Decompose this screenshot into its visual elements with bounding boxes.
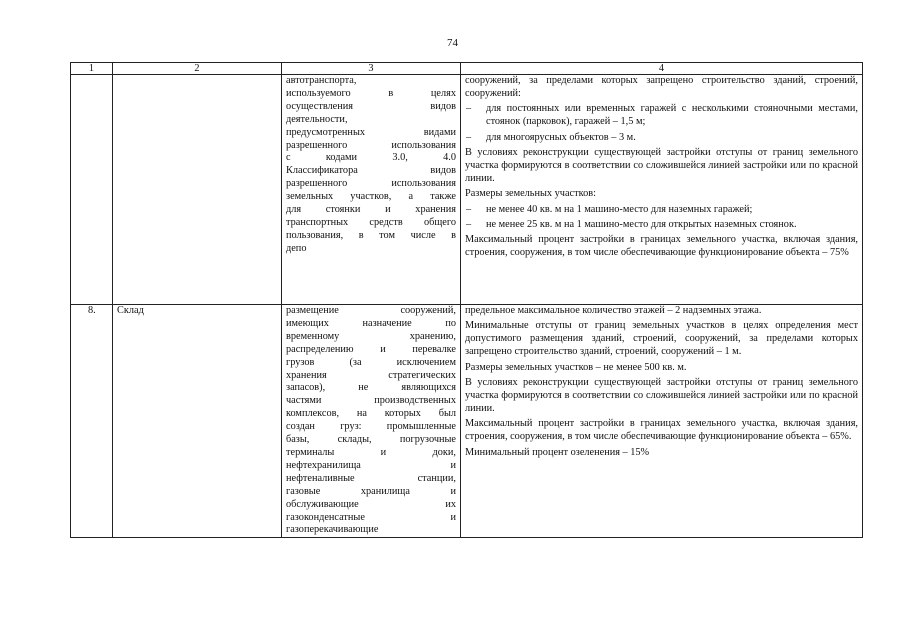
description-line: терминалы и доки, <box>286 446 456 458</box>
header-cell-1: 1 <box>71 63 113 75</box>
description-line: Классификатора видов <box>286 165 456 177</box>
description-line: разрешенного использования <box>286 178 456 190</box>
dash-item-text: не менее 40 кв. м на 1 машино-место для наземных гаражей; <box>486 203 753 215</box>
dash-bullet: – <box>466 103 472 115</box>
row-number: 8. <box>88 305 96 316</box>
description-line: временному хранению, <box>286 330 456 342</box>
description-line: базы, склады, погрузочные <box>286 434 456 446</box>
table-row <box>71 75 863 305</box>
parameters-cell <box>461 75 863 305</box>
parameter-paragraph: В условиях реконструкции существующей застройки отступы от границ земельного участка формируются в соответствии со сложившейся линией застройки или по красной линии. <box>465 377 858 414</box>
description-line: газовые хранилища и <box>286 485 456 497</box>
description-line: разрешенного использования <box>286 139 456 151</box>
description-line: имеющих назначение по <box>286 317 456 329</box>
dash-list-item <box>465 204 858 217</box>
description-line: запасов), не являющихся <box>286 382 456 394</box>
dash-list-item <box>465 219 858 232</box>
dash-item-text: для многоярусных объектов – 3 м. <box>486 131 636 143</box>
description-line: распределению и перевалке <box>286 343 456 355</box>
dash-bullet: – <box>466 131 472 143</box>
parameter-paragraph: В условиях реконструкции существующей застройки отступы от границ земельного участка формируются в соответствии со сложившейся линией застройки или по красной линии. <box>465 147 858 184</box>
description-line: нефтеналивные станции, <box>286 472 456 484</box>
header-cell-4: 4 <box>461 63 863 75</box>
description-line: грузов (за исключением <box>286 356 456 368</box>
description-line: частями производственных <box>286 395 456 407</box>
description-line: используемого в целях <box>286 87 456 99</box>
parameter-paragraph: Минимальный процент озеленения – 15% <box>465 446 650 458</box>
zoning-table <box>70 62 863 538</box>
table-header-row <box>71 63 863 75</box>
dash-list-item <box>465 103 858 129</box>
use-description-cell <box>282 75 461 305</box>
row-number-cell <box>71 305 113 538</box>
description-line: депо <box>286 242 307 254</box>
parameter-paragraph: сооружений, за пределами которых запрещено строительство зданий, строений, сооружений: <box>465 75 858 99</box>
row-number-cell <box>71 75 113 305</box>
description-line: комплексов, на которых был <box>286 408 456 420</box>
description-line: хранения стратегических <box>286 369 456 381</box>
description-line: транспортных средств общего <box>286 216 456 228</box>
description-line: размещение сооружений, <box>286 305 456 316</box>
use-description-cell <box>282 305 461 538</box>
parameter-paragraph: Максимальный процент застройки в границах земельного участка, включая здания, строения, сооружения, в том числе обеспечивающие функционирование объекта – 65%. <box>465 418 858 443</box>
use-name-cell <box>113 75 282 305</box>
parameter-paragraph: Размеры земельных участков: <box>465 188 596 200</box>
description-line: осуществления видов <box>286 100 456 112</box>
dash-bullet: – <box>466 203 472 215</box>
dash-item-text: не менее 25 кв. м на 1 машино-место для открытых наземных стоянок. <box>486 219 797 231</box>
parameter-paragraph: Размеры земельных участков – не менее 500 кв. м. <box>465 361 687 373</box>
header-cell-2: 2 <box>113 63 282 75</box>
description-line: автотранспорта, <box>286 75 357 86</box>
header-cell-3: 3 <box>282 63 461 75</box>
parameter-paragraph: предельное максимальное количество этажей – 2 надземных этажа. <box>465 305 762 316</box>
description-line: деятельности, <box>286 113 348 125</box>
description-line: земельных участков, а также <box>286 191 456 203</box>
row-number <box>75 75 88 86</box>
description-line: пользования, в том числе в <box>286 229 456 241</box>
use-name: Склад <box>117 305 144 316</box>
parameter-paragraph: Минимальные отступы от границ земельных участков в целях определения мест допустимого размещения зданий, строений, сооружений, за пределами которых запрещено строительство зданий, строений, сооружений – 1 м. <box>465 320 858 358</box>
dash-list-item <box>465 132 858 145</box>
parameters-cell <box>461 305 863 538</box>
description-line: с кодами 3.0, 4.0 <box>286 152 456 164</box>
dash-item-text: для постоянных или временных гаражей с несколькими стояночными местами, стоянок (парковок), гаражей – 1,5 м; <box>486 103 858 128</box>
description-line: для стоянки и хранения <box>286 204 456 216</box>
table-row <box>71 305 863 538</box>
description-line: создан груз: промышленные <box>286 421 456 433</box>
description-line: газоконденсатные и <box>286 511 456 523</box>
description-line: газоперекачивающие <box>286 524 379 536</box>
dash-bullet: – <box>466 219 472 231</box>
description-line: обслуживающие их <box>286 498 456 510</box>
parameter-paragraph: Максимальный процент застройки в границах земельного участка, включая здания, строения, сооружения, в том числе обеспечивающие функционирование объекта – 75% <box>465 234 858 259</box>
description-line: нефтехранилища и <box>286 459 456 471</box>
use-name-cell <box>113 305 282 538</box>
description-line: предусмотренных видами <box>286 126 456 138</box>
page-number: 74 <box>447 37 458 49</box>
